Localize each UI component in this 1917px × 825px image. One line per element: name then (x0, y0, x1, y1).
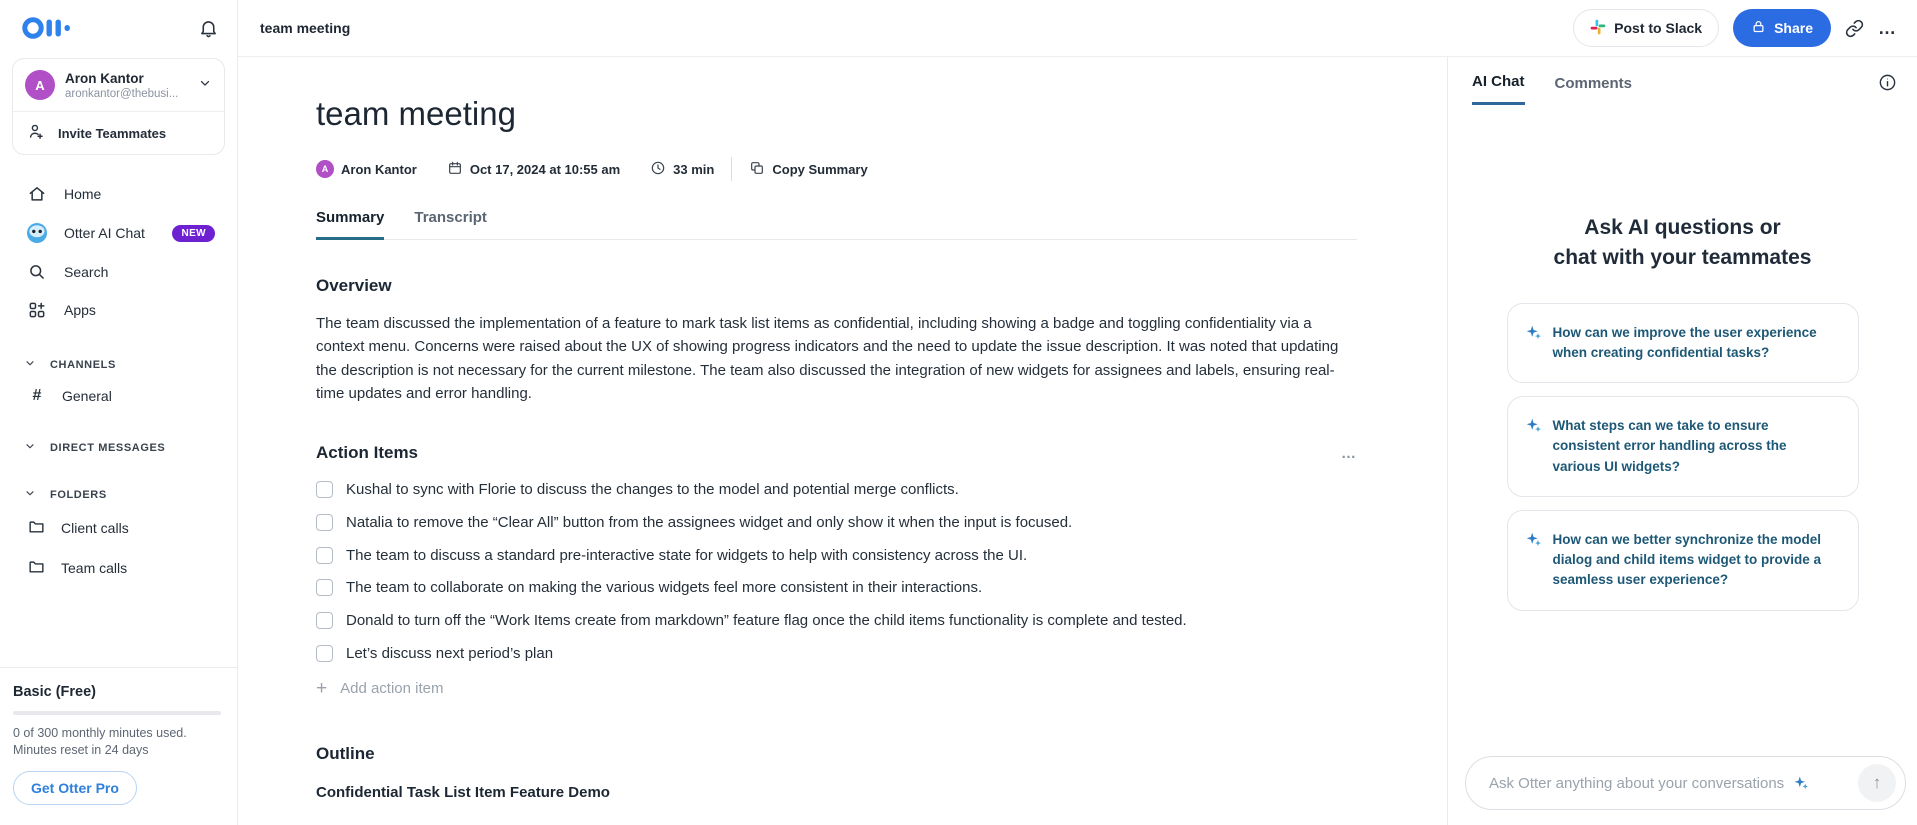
slack-icon (1590, 19, 1606, 38)
otter-logo[interactable] (22, 16, 84, 40)
profile-menu[interactable] (13, 59, 224, 111)
sidebar-item-label: Home (64, 186, 102, 202)
notifications-bell-icon[interactable] (198, 18, 219, 39)
channel-label: General (62, 388, 112, 404)
sparkles-icon (1525, 416, 1542, 477)
headline-line1: Ask AI questions or (1584, 216, 1781, 239)
ai-panel-tabs (1448, 57, 1917, 105)
action-item-text[interactable]: Natalia to remove the “Clear All” button from the assignees widget and only show it when the input is focused. (346, 513, 1073, 531)
folder-label: Client calls (61, 520, 129, 536)
sidebar-item-label: Search (64, 264, 109, 280)
summary-transcript-tabs (316, 209, 1357, 240)
section-label: DIRECT MESSAGES (50, 441, 166, 454)
chevron-down-icon (24, 357, 36, 372)
author-avatar: A (316, 160, 334, 178)
suggestion-text: How can we better synchronize the model dialog and child items widget to provide a seamless user experience? (1552, 531, 1822, 588)
sidebar-item-search[interactable] (0, 253, 237, 291)
sidebar-item-label: Apps (64, 302, 96, 318)
suggestion-card[interactable] (1507, 303, 1859, 384)
minutes-progress-bar (13, 711, 221, 715)
profile-text (65, 71, 188, 100)
clock-icon (650, 160, 666, 179)
headline-line2: chat with your teammates (1553, 245, 1812, 269)
action-item-row (316, 545, 1276, 567)
share-button[interactable] (1733, 9, 1831, 47)
invite-teammates-label: Invite Teammates (58, 125, 167, 141)
channels-section (0, 351, 237, 414)
home-icon (26, 184, 48, 204)
action-item-checkbox[interactable] (316, 547, 333, 564)
sparkles-icon (1525, 530, 1542, 591)
sidebar-item-apps[interactable] (0, 291, 237, 329)
action-items-more-icon[interactable]: … (1341, 444, 1357, 462)
arrow-up-icon: ↑ (1872, 773, 1882, 792)
overview-text: The team discussed the implementation of a feature to mark task list items as confidential, including showing a badge and toggling confidentiality via a context menu. Concerns were raised about the UX of showing progress indicators and the need to update the issue description. It was noted that updating the description is not necessary for the current milestone. The team also discussed the integration of new widgets for assignees and labels, ensuring real-time updates and error handling. (316, 315, 1339, 402)
plan-usage-line1: 0 of 300 monthly minutes used. (13, 726, 187, 741)
meeting-duration-text: 33 min (673, 161, 715, 177)
folder-item-team-calls[interactable] (0, 548, 237, 588)
ai-panel-body (1448, 105, 1917, 825)
suggestion-card[interactable] (1507, 510, 1859, 611)
meeting-meta (316, 157, 1357, 181)
copy-link-icon[interactable] (1845, 19, 1864, 38)
folder-icon (27, 517, 46, 539)
get-otter-pro-button[interactable]: Get Otter Pro (13, 771, 137, 805)
sparkles-icon (1525, 323, 1542, 364)
action-item-text[interactable]: The team to collaborate on making the various widgets feel more consistent in their interactions. (346, 579, 983, 597)
plan-panel (0, 667, 237, 825)
apps-icon (26, 300, 48, 320)
suggestion-card[interactable] (1507, 396, 1859, 497)
page-title[interactable]: team meeting (316, 95, 516, 132)
sidebar (0, 0, 238, 825)
add-action-item-button[interactable] (316, 679, 1357, 698)
action-item-row (316, 610, 1276, 632)
channel-item-general[interactable] (0, 378, 237, 414)
suggestion-cards (1507, 303, 1859, 611)
ai-chat-input[interactable] (1465, 756, 1906, 810)
lock-icon (1751, 19, 1766, 37)
meeting-summary-main (238, 57, 1447, 825)
sidebar-nav (0, 169, 237, 331)
folder-item-client-calls[interactable] (0, 508, 237, 548)
send-button[interactable] (1858, 764, 1896, 802)
action-item-text[interactable]: Kushal to sync with Florie to discuss the changes to the model and potential merge conflicts. (346, 481, 959, 498)
copy-icon (749, 160, 765, 179)
share-label: Share (1774, 20, 1813, 36)
action-item-row (316, 577, 1276, 599)
author-name: Aron Kantor (341, 161, 417, 177)
ai-chat-panel (1447, 57, 1917, 825)
tab-ai-chat[interactable]: AI Chat (1472, 73, 1525, 105)
search-icon (26, 262, 48, 282)
profile-email: aronkantor@thebusi... (65, 87, 179, 100)
plan-usage-line2: Minutes reset in 24 days (13, 743, 149, 758)
outline-heading: Outline (316, 743, 375, 763)
action-item-row (316, 512, 1276, 534)
action-item-text[interactable]: Donald to turn off the “Work Items create from markdown” feature flag once the child items functionality is complete and tested. (346, 612, 1187, 629)
post-to-slack-button[interactable] (1573, 9, 1719, 47)
profile-card (12, 58, 225, 155)
meeting-date-text: Oct 17, 2024 at 10:55 am (469, 161, 621, 177)
sidebar-item-otter-ai-chat[interactable] (0, 213, 237, 253)
folder-label: Team calls (61, 560, 128, 576)
action-items-heading: Action Items (316, 443, 419, 462)
calendar-icon (447, 160, 463, 179)
profile-name: Aron Kantor (65, 70, 144, 86)
folders-toggle[interactable] (0, 481, 237, 508)
overview-heading: Overview (316, 276, 392, 295)
avatar: A (25, 70, 55, 100)
plus-icon: + (316, 677, 328, 699)
chevron-down-icon (24, 440, 36, 455)
section-label: CHANNELS (50, 358, 116, 371)
tab-comments[interactable]: Comments (1554, 74, 1633, 92)
action-item-checkbox[interactable] (316, 645, 333, 662)
section-label: FOLDERS (50, 488, 107, 501)
author-chip[interactable] (316, 160, 417, 178)
direct-messages-section (0, 434, 237, 461)
topbar-title: team meeting (260, 20, 351, 36)
new-badge: NEW (172, 225, 215, 242)
chevron-down-icon (198, 76, 212, 95)
ai-chat-input-placeholder: Ask Otter anything about your conversations (1489, 774, 1785, 792)
outline-first-item: Confidential Task List Item Feature Demo (316, 783, 610, 801)
action-item-text[interactable]: Let’s discuss next period’s plan (346, 644, 554, 662)
more-options-icon[interactable]: … (1878, 17, 1897, 38)
info-icon[interactable] (1878, 73, 1897, 97)
plan-name: Basic (Free) (13, 684, 97, 701)
action-items-list (316, 479, 1276, 665)
action-item-row (316, 643, 1276, 665)
channels-section-toggle[interactable] (0, 351, 237, 378)
action-item-checkbox[interactable] (316, 612, 333, 629)
action-item-text[interactable]: The team to discuss a standard pre-interactive state for widgets to help with consistency across the UI. (346, 546, 1028, 564)
sparkles-icon (1793, 775, 1809, 791)
hash-icon: # (32, 387, 42, 404)
action-item-checkbox[interactable] (316, 481, 333, 498)
tab-transcript[interactable]: Transcript (414, 209, 487, 226)
action-item-checkbox[interactable] (316, 579, 333, 596)
sidebar-item-home[interactable] (0, 175, 237, 213)
meeting-date (447, 160, 620, 179)
post-to-slack-label: Post to Slack (1614, 20, 1703, 36)
suggestion-text: How can we improve the user experience when creating confidential tasks? (1552, 324, 1817, 360)
invite-person-icon (27, 122, 46, 144)
ai-panel-headline (1448, 213, 1917, 273)
meeting-duration (650, 160, 714, 179)
folder-icon (27, 557, 46, 579)
copy-summary-label: Copy Summary (772, 161, 868, 177)
direct-messages-toggle[interactable] (0, 434, 237, 461)
action-item-row (316, 479, 1276, 501)
owl-icon (26, 222, 48, 244)
copy-summary-button[interactable] (749, 160, 867, 179)
invite-teammates-button[interactable] (13, 111, 224, 154)
action-item-checkbox[interactable] (316, 514, 333, 531)
suggestion-text: What steps can we take to ensure consistent error handling across the various UI widgets? (1552, 418, 1787, 474)
add-action-item-label: Add action item (340, 679, 444, 697)
tab-summary[interactable]: Summary (316, 209, 384, 240)
topbar (238, 0, 1917, 57)
chevron-down-icon (24, 487, 36, 502)
sidebar-item-label: Otter AI Chat (64, 225, 145, 241)
divider (731, 157, 732, 181)
folders-section (0, 481, 237, 588)
